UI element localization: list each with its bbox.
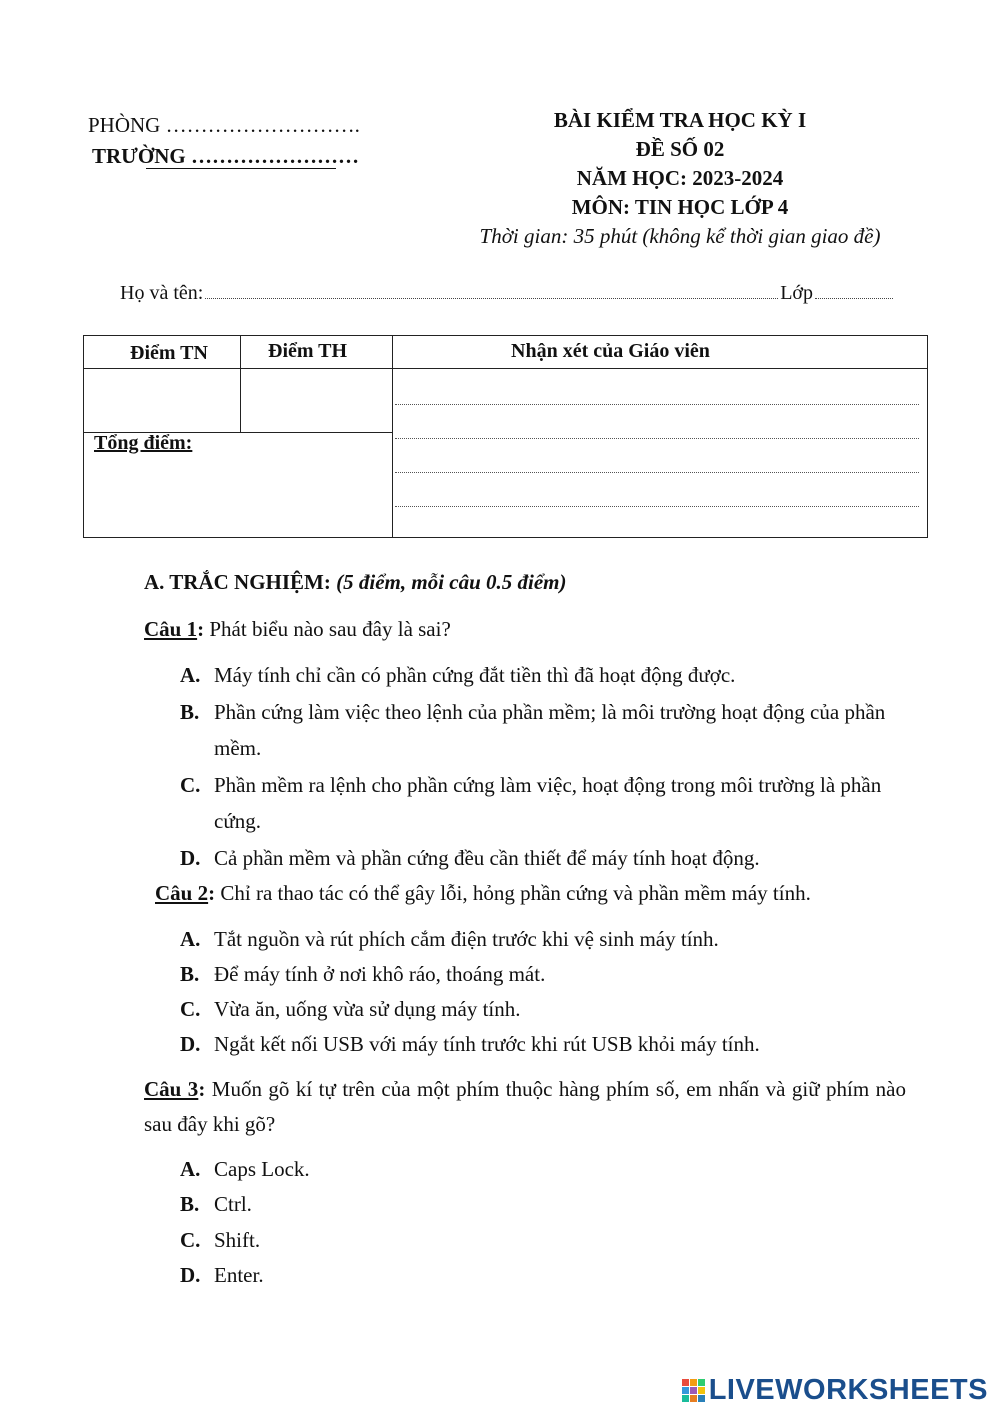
exam-title: BÀI KIỂM TRA HỌC KỲ I	[553, 108, 807, 132]
column-divider-2	[392, 336, 393, 537]
question-3: Câu 3: Muốn gõ kí tự trên của một phím thuộc hàng phím số, em nhấn và giữ phím nào sau đây khi gõ?	[144, 1077, 906, 1136]
q1-option-c[interactable]: C. Phần mềm ra lệnh cho phần cứng làm việc, hoạt động trong môi trường là phần cứng.	[180, 773, 882, 833]
question-2: Câu 2: Chỉ ra thao tác có thể gây lỗi, hỏng phần cứng và phần mềm máy tính.	[155, 881, 811, 905]
q3-option-d[interactable]: D. Enter.	[180, 1263, 264, 1287]
question-label: Câu 2	[155, 881, 209, 905]
school-year: NĂM HỌC: 2023-2024	[576, 166, 784, 190]
q2-option-c[interactable]: C. Vừa ăn, uống vừa sử dụng máy tính.	[180, 997, 521, 1021]
question-label: Câu 3	[144, 1077, 199, 1101]
score-tn-header: Điểm TN	[130, 342, 208, 364]
q1-option-d[interactable]: D. Cả phần mềm và phần cứng đều cần thiết để máy tính hoạt động.	[180, 846, 760, 870]
comment-line[interactable]	[395, 404, 919, 405]
q2-option-a[interactable]: A. Tắt nguồn và rút phích cắm điện trước khi vệ sinh máy tính.	[180, 927, 719, 951]
score-th-header: Điểm TH	[268, 340, 348, 362]
question-text: Chỉ ra thao tác có thể gây lỗi, hỏng phần cứng và phần mềm máy tính.	[215, 881, 811, 905]
q3-option-c[interactable]: C. Shift.	[180, 1228, 261, 1252]
header-row-divider	[84, 368, 927, 369]
question-text: Muốn gõ kí tự trên của một phím thuộc hàng phím số, em nhấn và giữ phím nào sau đây khi gõ?	[144, 1077, 906, 1136]
liveworksheets-wordmark: LIVEWORKSHEETS	[708, 1374, 988, 1406]
exam-time: Thời gian: 35 phút (không kể thời gian giao đề)	[479, 224, 881, 248]
class-label: Lớp	[780, 282, 813, 304]
q2-option-d[interactable]: D. Ngắt kết nối USB với máy tính trước khi rút USB khỏi máy tính.	[180, 1032, 760, 1056]
section-a-heading	[144, 570, 567, 595]
exam-heading	[450, 106, 910, 251]
exam-code: ĐỀ SỐ 02	[635, 137, 725, 161]
school-underline	[146, 168, 336, 169]
class-input-line[interactable]	[815, 282, 893, 299]
q1-option-b[interactable]: B. Phần cứng làm việc theo lệnh của phần mềm; là môi trường hoạt động của phần mềm.	[180, 700, 886, 760]
subject: MÔN: TIN HỌC LỚP 4	[571, 195, 789, 219]
comment-line[interactable]	[395, 506, 919, 507]
q2-option-b[interactable]: B. Để máy tính ở nơi khô ráo, thoáng mát.	[180, 962, 546, 986]
comment-line[interactable]	[395, 472, 919, 473]
question-text: Phát biểu nào sau đây là sai?	[204, 617, 451, 641]
total-score-label: Tổng điểm:	[94, 432, 193, 454]
liveworksheets-logo-icon	[682, 1379, 705, 1402]
room-field: PHÒNG ……………………….	[88, 113, 360, 137]
name-label: Họ và tên:	[120, 282, 204, 304]
student-name-line	[120, 282, 895, 305]
q3-option-b[interactable]: B. Ctrl.	[180, 1192, 252, 1216]
name-input-line[interactable]	[205, 282, 778, 299]
school-info	[88, 110, 360, 172]
section-a-title: A. TRẮC NGHIỆM:	[144, 570, 337, 594]
q1-option-a[interactable]: A. Máy tính chỉ cần có phần cứng đắt tiền thì đã hoạt động được.	[180, 663, 736, 687]
comment-line[interactable]	[395, 438, 919, 439]
score-table	[83, 335, 928, 538]
question-label: Câu 1	[144, 617, 198, 641]
section-a-subtitle: (5 điểm, mỗi câu 0.5 điểm)	[336, 570, 567, 594]
school-field: TRƯỜNG ……………………	[92, 144, 359, 168]
liveworksheets-logo[interactable]	[682, 1374, 988, 1407]
q3-option-a[interactable]: A. Caps Lock.	[180, 1157, 310, 1181]
question-1: Câu 1: Phát biểu nào sau đây là sai?	[144, 617, 451, 641]
column-divider-1	[240, 336, 241, 432]
comment-header: Nhận xét của Giáo viên	[511, 340, 710, 362]
